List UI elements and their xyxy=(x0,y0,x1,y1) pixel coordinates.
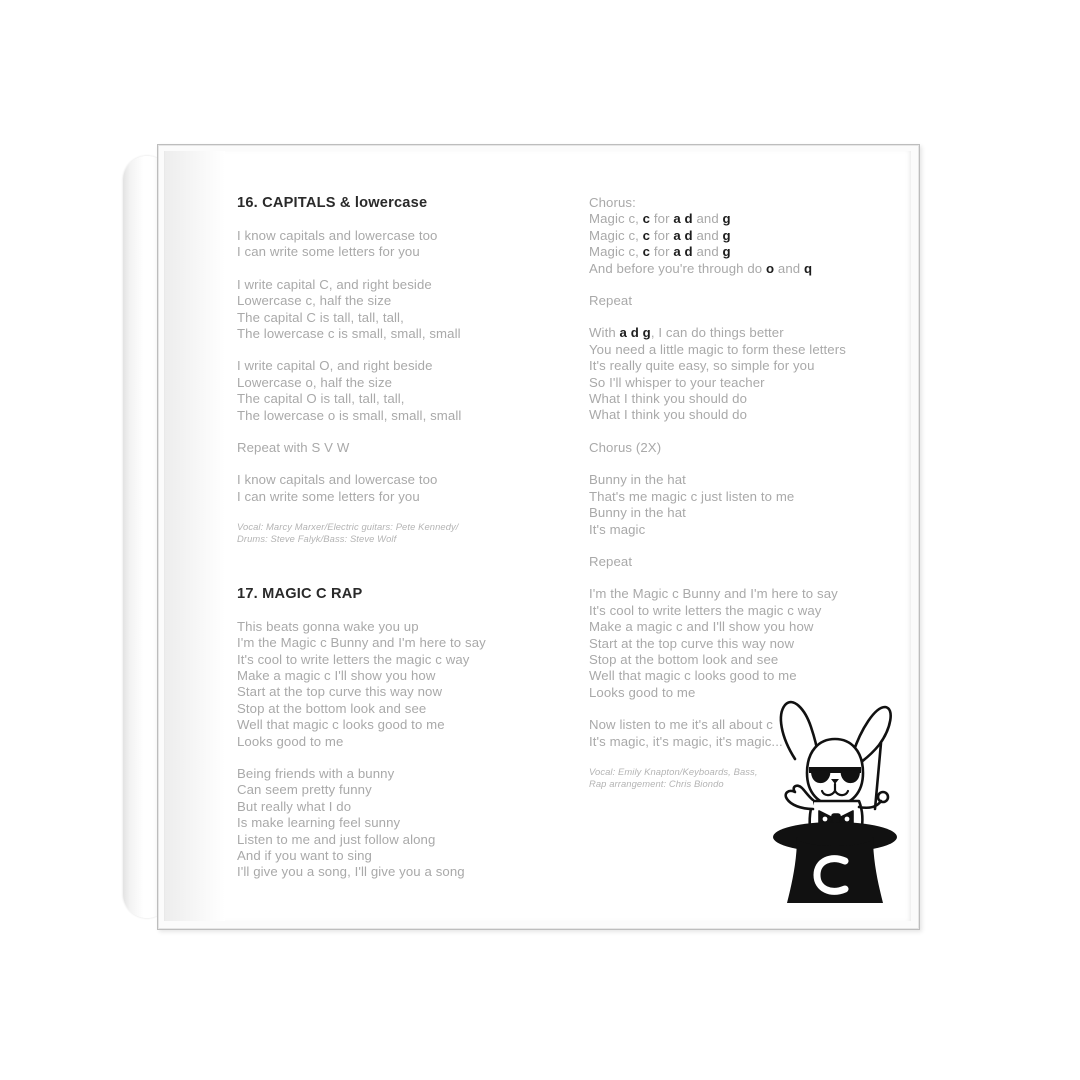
chorus-text: Magic c, xyxy=(589,211,643,227)
letter-d: d xyxy=(684,211,693,227)
letter-c: c xyxy=(642,227,651,243)
lyric-line: Lowercase c, half the size xyxy=(237,293,392,309)
lyric-line: The capital C is tall, tall, tall, xyxy=(237,309,404,325)
song-17-stanza-2 xyxy=(237,766,537,881)
lyric-line: I know capitals and lowercase too xyxy=(237,472,438,488)
song-16-stanza-5 xyxy=(237,472,537,505)
credit-line: Vocal: Emily Knapton/Keyboards, Bass, xyxy=(589,765,758,777)
credit-line: Vocal: Marcy Marxer/Electric guitars: Pete Kennedy/ xyxy=(237,521,459,533)
lyric-line: It's magic, it's magic, it's magic... xyxy=(589,733,783,749)
lyric-line: It's cool to write letters the magic c way xyxy=(589,602,822,618)
song-17-stanza-1 xyxy=(237,619,537,750)
song-17-title: 17. MAGIC C RAP xyxy=(237,585,363,602)
lyric-line: You need a little magic to form these letters xyxy=(589,341,846,357)
letter-q: q xyxy=(803,260,813,276)
lyric-line: I'll give you a song, I'll give you a song xyxy=(237,864,465,880)
bunny-stanza xyxy=(589,472,899,538)
lyric-line: Now listen to me it's all about c xyxy=(589,717,773,733)
credit-line: Drums: Steve Falyk/Bass: Steve Wolf xyxy=(237,533,397,545)
letter-a: a xyxy=(619,325,627,341)
chorus-line xyxy=(589,228,899,244)
letter-d: d xyxy=(684,244,693,260)
letter-a: a xyxy=(673,211,681,227)
magic-c-bunny-illustration xyxy=(761,681,911,909)
song-16-title: 16. CAPITALS & lowercase xyxy=(237,195,428,211)
lyric-line: Can seem pretty funny xyxy=(237,782,372,798)
lyric-line: Repeat with S V W xyxy=(237,440,350,456)
left-column xyxy=(237,195,537,897)
letter-c: c xyxy=(642,244,651,260)
song-16-stanza-1 xyxy=(237,228,537,261)
lyric-text: , I can do things better xyxy=(650,325,784,341)
chorus-text: and xyxy=(692,227,723,243)
lyric-line xyxy=(589,325,899,341)
letter-g: g xyxy=(722,227,731,243)
page-frame xyxy=(157,144,920,930)
song-16-stanza-4 xyxy=(237,440,537,456)
adg-stanza xyxy=(589,325,899,423)
lyric-line: Well that magic c looks good to me xyxy=(237,717,445,733)
repeat-marker-2 xyxy=(589,554,899,570)
lyric-line: Stop at the bottom look and see xyxy=(589,651,779,667)
chorus-text: And before you're through do xyxy=(589,260,766,276)
credit-line: Rap arrangement: Chris Biondo xyxy=(589,778,724,790)
lyric-line: So I'll whisper to your teacher xyxy=(589,374,765,390)
lyric-line: Lowercase o, half the size xyxy=(237,374,393,390)
chorus-text: Magic c, xyxy=(589,244,643,260)
letter-g: g xyxy=(722,211,731,227)
repeat-marker-1 xyxy=(589,293,899,309)
chorus-text: for xyxy=(650,211,674,227)
chorus-final-line xyxy=(589,261,899,277)
letter-g: g xyxy=(642,325,651,341)
chorus-block xyxy=(589,195,899,277)
chorus-text: and xyxy=(692,211,723,227)
song-16-stanza-3 xyxy=(237,358,537,424)
lyric-line: This beats gonna wake you up xyxy=(237,618,419,634)
chorus-2x-marker xyxy=(589,440,899,456)
chorus-line xyxy=(589,244,899,260)
lyric-line: It's magic xyxy=(589,521,646,537)
chorus-text: and xyxy=(692,244,723,260)
lyric-line: Being friends with a bunny xyxy=(237,765,395,781)
letter-c: c xyxy=(642,211,651,227)
repeat-label: Repeat xyxy=(589,293,633,309)
lyric-line: The capital O is tall, tall, tall, xyxy=(237,391,405,407)
lyric-line: It's really quite easy, so simple for you xyxy=(589,358,815,374)
letter-d: d xyxy=(630,325,639,341)
lyric-line: Make a magic c and I'll show you how xyxy=(589,619,814,635)
page-gutter-shading xyxy=(165,151,225,921)
lyric-line: What I think you should do xyxy=(589,407,748,423)
chorus-text: for xyxy=(650,244,674,260)
lyric-line: Is make learning feel sunny xyxy=(237,815,401,831)
lyric-line: Looks good to me xyxy=(237,733,344,749)
lyric-line: The lowercase o is small, small, small xyxy=(237,407,462,423)
chorus-text: Magic c, xyxy=(589,227,643,243)
letter-g: g xyxy=(722,244,731,260)
letter-a: a xyxy=(673,244,681,260)
lyric-line: I'm the Magic c Bunny and I'm here to say xyxy=(589,586,838,602)
chorus-label: Chorus: xyxy=(589,195,636,210)
lyric-line: I know capitals and lowercase too xyxy=(237,228,438,243)
chorus-text: for xyxy=(650,227,674,243)
lyric-text: With xyxy=(589,325,620,341)
lyric-line: And if you want to sing xyxy=(237,847,372,863)
lyric-line: That's me magic c just listen to me xyxy=(589,488,795,504)
section-spacer xyxy=(237,560,537,586)
lyric-line: Stop at the bottom look and see xyxy=(237,700,427,716)
lyric-line: Well that magic c looks good to me xyxy=(589,668,797,684)
letter-a: a xyxy=(673,227,681,243)
lyric-line: What I think you should do xyxy=(589,391,748,407)
song-16-stanza-2 xyxy=(237,277,537,343)
lyric-line: Start at the top curve this way now xyxy=(589,635,795,651)
chorus-line xyxy=(589,211,899,227)
lyric-line: I can write some letters for you xyxy=(237,244,420,260)
lyric-line: Looks good to me xyxy=(589,684,696,700)
lyric-line: It's cool to write letters the magic c way xyxy=(237,651,470,667)
lyric-line: Bunny in the hat xyxy=(589,472,686,488)
chorus-repeat-label: Chorus (2X) xyxy=(589,439,662,455)
page-surface xyxy=(164,151,911,921)
lyric-line: Make a magic c I'll show you how xyxy=(237,667,436,683)
letter-o: o xyxy=(765,260,775,276)
repeat-label: Repeat xyxy=(589,553,633,569)
lyric-line: I'm the Magic c Bunny and I'm here to say xyxy=(237,635,486,651)
lyric-line: Bunny in the hat xyxy=(589,505,686,521)
lyric-line: I write capital O, and right beside xyxy=(237,358,433,374)
lyric-line: Listen to me and just follow along xyxy=(237,831,436,847)
lyric-line: Start at the top curve this way now xyxy=(237,684,443,700)
letter-d: d xyxy=(684,227,693,243)
chorus-text: and xyxy=(774,260,804,276)
lyric-line: But really what I do xyxy=(237,798,352,814)
lyric-line: I write capital C, and right beside xyxy=(237,276,432,292)
lyric-line: The lowercase c is small, small, small xyxy=(237,326,461,342)
song-16-credits xyxy=(237,521,537,545)
lyric-line: I can write some letters for you xyxy=(237,488,420,504)
songbook-spread xyxy=(123,144,920,930)
